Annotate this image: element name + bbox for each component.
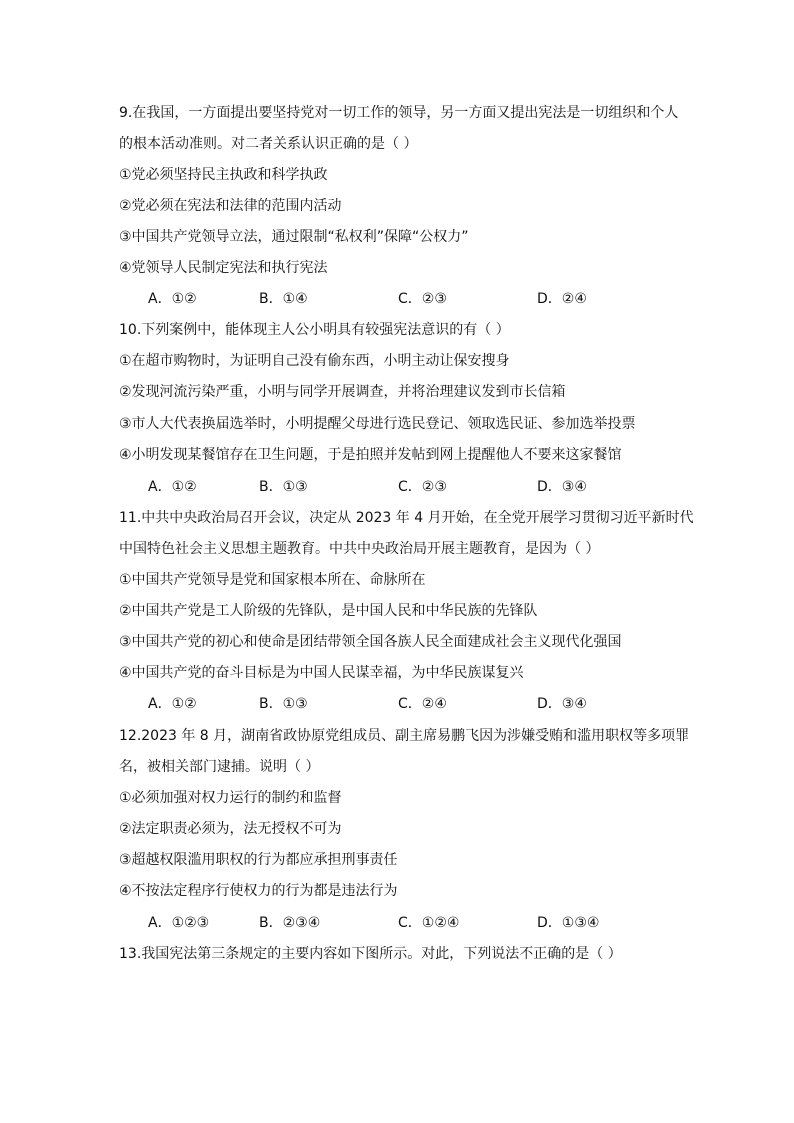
q12-item-2: ②法定职责必须为，法无授权不可为 — [119, 821, 342, 837]
q12-stem-line-2: 名，被相关部门逮捕。说明（ ） — [119, 759, 320, 775]
q10-option-c[interactable]: C．②③ — [398, 479, 447, 495]
q9-item-3: ③中国共产党领导立法，通过限制“私权利”保障“公权力” — [119, 229, 469, 245]
q10-item-1: ①在超市购物时，为证明自己没有偷东西，小明主动让保安搜身 — [119, 353, 510, 369]
q10-option-a[interactable]: A．①② — [148, 479, 197, 495]
q10-option-d[interactable]: D．③④ — [537, 479, 587, 495]
q9-option-c[interactable]: C．②③ — [398, 291, 447, 307]
q9-option-b[interactable]: B．①④ — [259, 291, 308, 307]
q10-item-4: ④小明发现某餐馆存在卫生问题，于是拍照并发帖到网上提醒他人不要来这家餐馆 — [119, 447, 622, 463]
q12-stem-line-1: 12.2023 年 8 月，湖南省政协原党组成员、副主席易鹏飞因为涉嫌受贿和滥用职权等多项罪 — [119, 728, 690, 744]
q12-option-b[interactable]: B．②③④ — [259, 915, 321, 931]
q11-item-4: ④中国共产党的奋斗目标是为中国人民谋幸福，为中华民族谋复兴 — [119, 665, 524, 681]
q12-item-3: ③超越权限滥用职权的行为都应承担刑事责任 — [119, 852, 398, 868]
q11-option-d[interactable]: D．③④ — [537, 696, 587, 712]
q9-item-4: ④党领导人民制定宪法和执行宪法 — [119, 260, 328, 276]
q11-option-b[interactable]: B．①③ — [259, 696, 308, 712]
q9-item-1: ①党必须坚持民主执政和科学执政 — [119, 167, 328, 183]
q9-stem-line-1: 9.在我国，一方面提出要坚持党对一切工作的领导，另一方面又提出宪法是一切组织和个人 — [119, 105, 679, 121]
q11-item-3: ③中国共产党的初心和使命是团结带领全国各族人民全面建成社会主义现代化强国 — [119, 634, 622, 650]
q10-stem-line-1: 10.下列案例中，能体现主人公小明具有较强宪法意识的有（ ） — [119, 322, 510, 338]
q13-stem-line-1: 13.我国宪法第三条规定的主要内容如下图所示。对此，下列说法不正确的是（ ） — [119, 946, 622, 962]
q11-item-2: ②中国共产党是工人阶级的先锋队，是中国人民和中华民族的先锋队 — [119, 603, 538, 619]
q12-option-c[interactable]: C．①②④ — [398, 915, 460, 931]
q10-option-b[interactable]: B．①③ — [259, 479, 308, 495]
q10-item-3: ③市人大代表换届选举时，小明提醒父母进行选民登记、领取选民证、参加选举投票 — [119, 416, 636, 432]
q12-item-1: ①必须加强对权力运行的制约和监督 — [119, 790, 342, 806]
q9-stem-line-2: 的根本活动准则。对二者关系认识正确的是（ ） — [119, 136, 418, 152]
q11-item-1: ①中国共产党领导是党和国家根本所在、命脉所在 — [119, 572, 426, 588]
q9-option-d[interactable]: D．②④ — [537, 291, 587, 307]
q9-item-2: ②党必须在宪法和法律的范围内活动 — [119, 198, 342, 214]
q9-option-a[interactable]: A．①② — [148, 291, 197, 307]
q12-option-d[interactable]: D．①③④ — [537, 915, 600, 931]
q12-item-4: ④不按法定程序行使权力的行为都是违法行为 — [119, 883, 398, 899]
q12-option-a[interactable]: A．①②③ — [148, 915, 210, 931]
q11-stem-line-2: 中国特色社会主义思想主题教育。中共中央政治局开展主题教育，是因为（ ） — [119, 541, 600, 557]
q10-item-2: ②发现河流污染严重，小明与同学开展调查，并将治理建议发到市长信箱 — [119, 384, 566, 400]
q11-option-a[interactable]: A．①② — [148, 696, 197, 712]
q11-stem-line-1: 11.中共中央政治局召开会议，决定从 2023 年 4 月开始，在全党开展学习贯彻习近平新时代 — [119, 510, 694, 526]
q11-option-c[interactable]: C．②④ — [398, 696, 447, 712]
